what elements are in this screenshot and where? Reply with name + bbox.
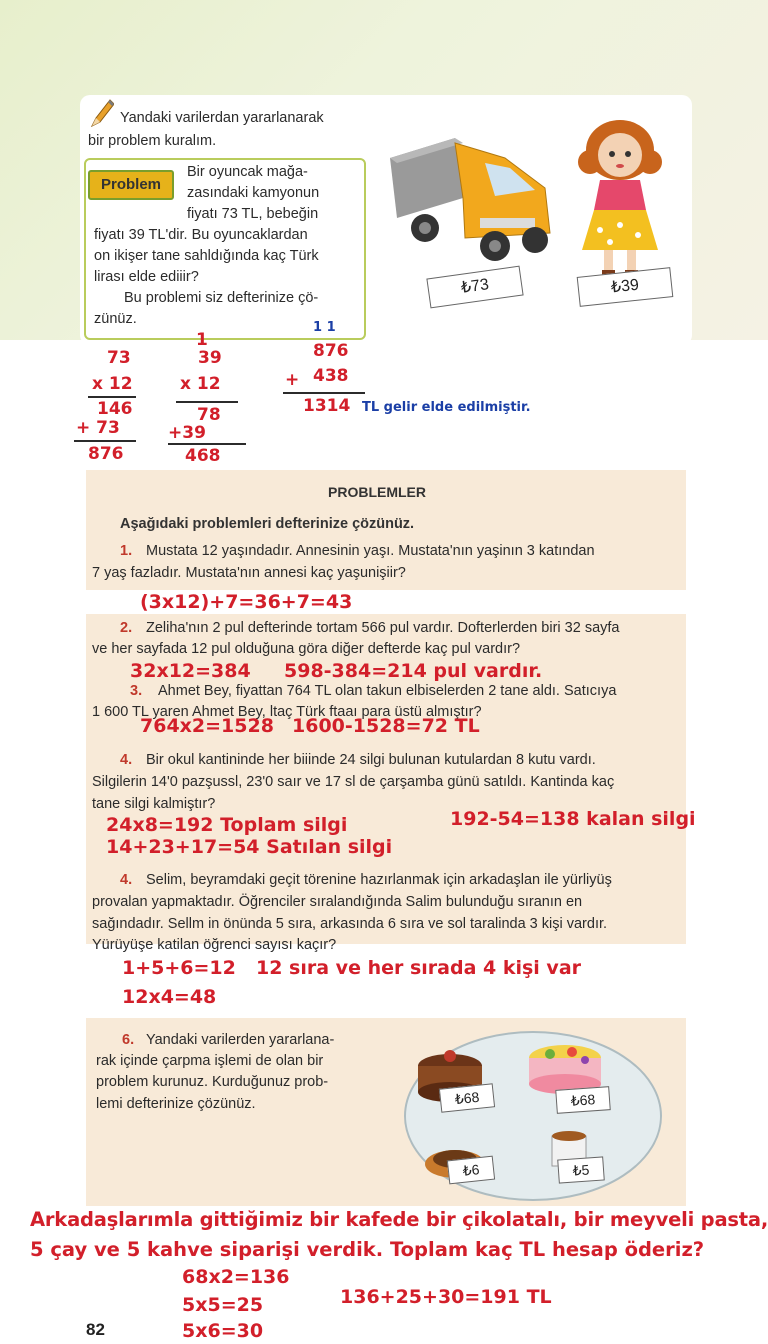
calc-line: 876	[88, 444, 124, 464]
problem-text-line: zasındaki kamyonun	[187, 185, 320, 201]
dessert-price-card: ₺5	[557, 1156, 605, 1183]
result-note: TL gelir elde edilmiştir.	[362, 400, 531, 415]
calc-rule	[168, 443, 246, 445]
calc-line: 1314	[303, 396, 351, 416]
problem-number: 1.	[120, 543, 133, 559]
problem-5-text: Yürüyüşe katilan öğrenci sayısı kaçır?	[92, 937, 337, 953]
calc-rule	[283, 392, 365, 394]
problem-number: 4.	[120, 872, 133, 888]
calc-line: +39	[168, 423, 206, 443]
calc-line: 146	[97, 399, 133, 419]
problem-3-text: Ahmet Bey, fiyattan 764 TL olan takun elbiselerden 2 tane aldı. Satıcıya	[158, 683, 617, 699]
answer-2b: 598-384=214 pul vardır.	[284, 660, 543, 682]
problem-text-line: lirası elde ediiir?	[94, 269, 199, 285]
own-total: 136+25+30=191 TL	[340, 1286, 552, 1308]
problem-4-text: tane silgi kalmiştır?	[92, 796, 216, 812]
answer-3b: 1600-1528=72 TL	[292, 715, 480, 737]
own-calc-3: 5x6=30	[182, 1320, 264, 1342]
problem-5-text: provalan yapmaktadır. Öğrenciler sıralandığında Salim bulunduğu sıranın en	[92, 894, 583, 910]
calc-line: x 12	[180, 374, 221, 394]
calc-carry: 1 1	[313, 320, 336, 335]
problem-5-text: Selim, beyramdaki geçit törenine hazırlanmak için arkadaşlan ile yürliyüş	[146, 872, 612, 888]
answer-1: (3x12)+7=36+7=43	[140, 591, 353, 613]
problem-tag: Problem	[88, 170, 174, 200]
calc-line: 73	[107, 348, 131, 368]
problem-number: 6.	[122, 1032, 135, 1048]
own-calc-1: 68x2=136	[182, 1266, 290, 1288]
calc-line: 39	[198, 348, 222, 368]
doll-illustration	[570, 110, 670, 285]
calc-rule	[74, 440, 136, 442]
own-problem-line-2: 5 çay ve 5 kahve siparişi verdik. Toplam kaç TL hesap öderiz?	[30, 1238, 705, 1261]
calc-line: x 12	[92, 374, 133, 394]
calc-line: +	[285, 370, 300, 390]
calc-rule	[176, 401, 238, 403]
problem-2-text: ve her sayfada 12 pul olduğuna göra diğer defterde kaç pul vardır?	[92, 641, 521, 657]
calc-line: 1	[196, 330, 208, 350]
problem-6-text: Yandaki varilerden yararlana-	[146, 1032, 335, 1048]
answer-4a: 24x8=192 Toplam silgi	[106, 814, 348, 836]
calc-line: + 73	[76, 418, 120, 438]
truck-price-card: ₺73	[426, 266, 523, 309]
calc-line: 876	[313, 341, 349, 361]
dessert-tray-illustration	[400, 1024, 666, 1208]
calc-line: 438	[313, 366, 349, 386]
answer-4b: 192-54=138 kalan silgi	[450, 808, 696, 830]
problem-3-text: 1 600 TL yaren Ahmet Bey, ltaç Türk ftaaı para üstü almıştır?	[92, 704, 482, 720]
problem-1-text: Mustata 12 yaşındadır. Annesinin yaşı. Mustata'nın yaşinın 3 katından	[146, 543, 595, 559]
calc-line: 468	[185, 446, 221, 466]
answer-3a: 764x2=1528	[140, 715, 274, 737]
dessert-price-card: ₺68	[555, 1086, 611, 1114]
problem-text-line: fiyatı 39 TL'dir. Bu oyuncaklardan	[94, 227, 308, 243]
answer-4c: 14+23+17=54 Satılan silgi	[106, 836, 393, 858]
problem-6-text: lemi defterinize çözünüz.	[96, 1096, 256, 1112]
dessert-price-card: ₺6	[447, 1156, 495, 1185]
problems-instruction: Aşağıdaki problemleri defterinize çözünüz.	[120, 516, 415, 532]
problem-text-line: Bu problemi siz defterinize çö-	[124, 290, 319, 306]
problem-6-text: problem kurunuz. Kurduğunuz prob-	[96, 1074, 329, 1090]
problem-text-line: fiyatı 73 TL, bebeğin	[187, 206, 319, 222]
answer-5a: 1+5+6=12	[122, 957, 236, 979]
calc-line: 78	[197, 405, 221, 425]
own-problem-line-1: Arkadaşlarımla gittiğimiz bir kafede bir çikolatalı, bir meyveli pasta,	[30, 1208, 768, 1231]
answer-5b: 12 sıra ve her sırada 4 kişi var	[256, 957, 582, 979]
problem-text-line: on ikişer tane sahldığında kaç Türk	[94, 248, 319, 264]
dessert-price-card: ₺68	[439, 1083, 495, 1113]
problem-5-text: sağındadır. Sellm in önünda 5 sıra, arkasında 6 sıra ve sol taralinda 3 kişi vardır.	[92, 916, 608, 932]
answer-2a: 32x12=384	[130, 660, 251, 682]
problem-number: 4.	[120, 752, 133, 768]
problem-6-text: rak içinde çarpma işlemi de olan bir	[96, 1053, 324, 1069]
problem-number: 3.	[130, 683, 143, 699]
calc-rule	[88, 396, 136, 398]
problems-heading: PROBLEMLER	[328, 484, 426, 500]
problem-1-text: 7 yaş fazladır. Mustata'nın annesi kaç yaşunişiir?	[92, 565, 406, 581]
intro-line-2: bir problem kuralım.	[88, 133, 217, 149]
page-number: 82	[86, 1320, 105, 1339]
pencil-icon	[86, 96, 114, 130]
problem-number: 2.	[120, 620, 133, 636]
problem-4-text: Bir okul kantininde her biiinde 24 silgi bulunan kutulardan 8 kutu vardı.	[146, 752, 596, 768]
problem-4-text: Silgilerin 14'0 pazşussl, 23'0 saır ve 17 sl de çarşamba günü satıldı. Kantinda kaç	[92, 774, 615, 790]
intro-line-1: Yandaki varilerdan yararlanarak	[120, 110, 324, 126]
problem-2-text: Zeliha'nın 2 pul defterinde tortam 566 pul vardır. Dofterlerden biri 32 sayfa	[146, 620, 620, 636]
own-calc-2: 5x5=25	[182, 1294, 264, 1316]
toy-truck-illustration	[385, 118, 565, 268]
problem-text-line: zünüz.	[94, 311, 137, 327]
doll-price-card: ₺39	[577, 267, 674, 307]
problem-text-line: Bir oyuncak mağa-	[187, 164, 308, 180]
answer-5c: 12x4=48	[122, 986, 217, 1008]
